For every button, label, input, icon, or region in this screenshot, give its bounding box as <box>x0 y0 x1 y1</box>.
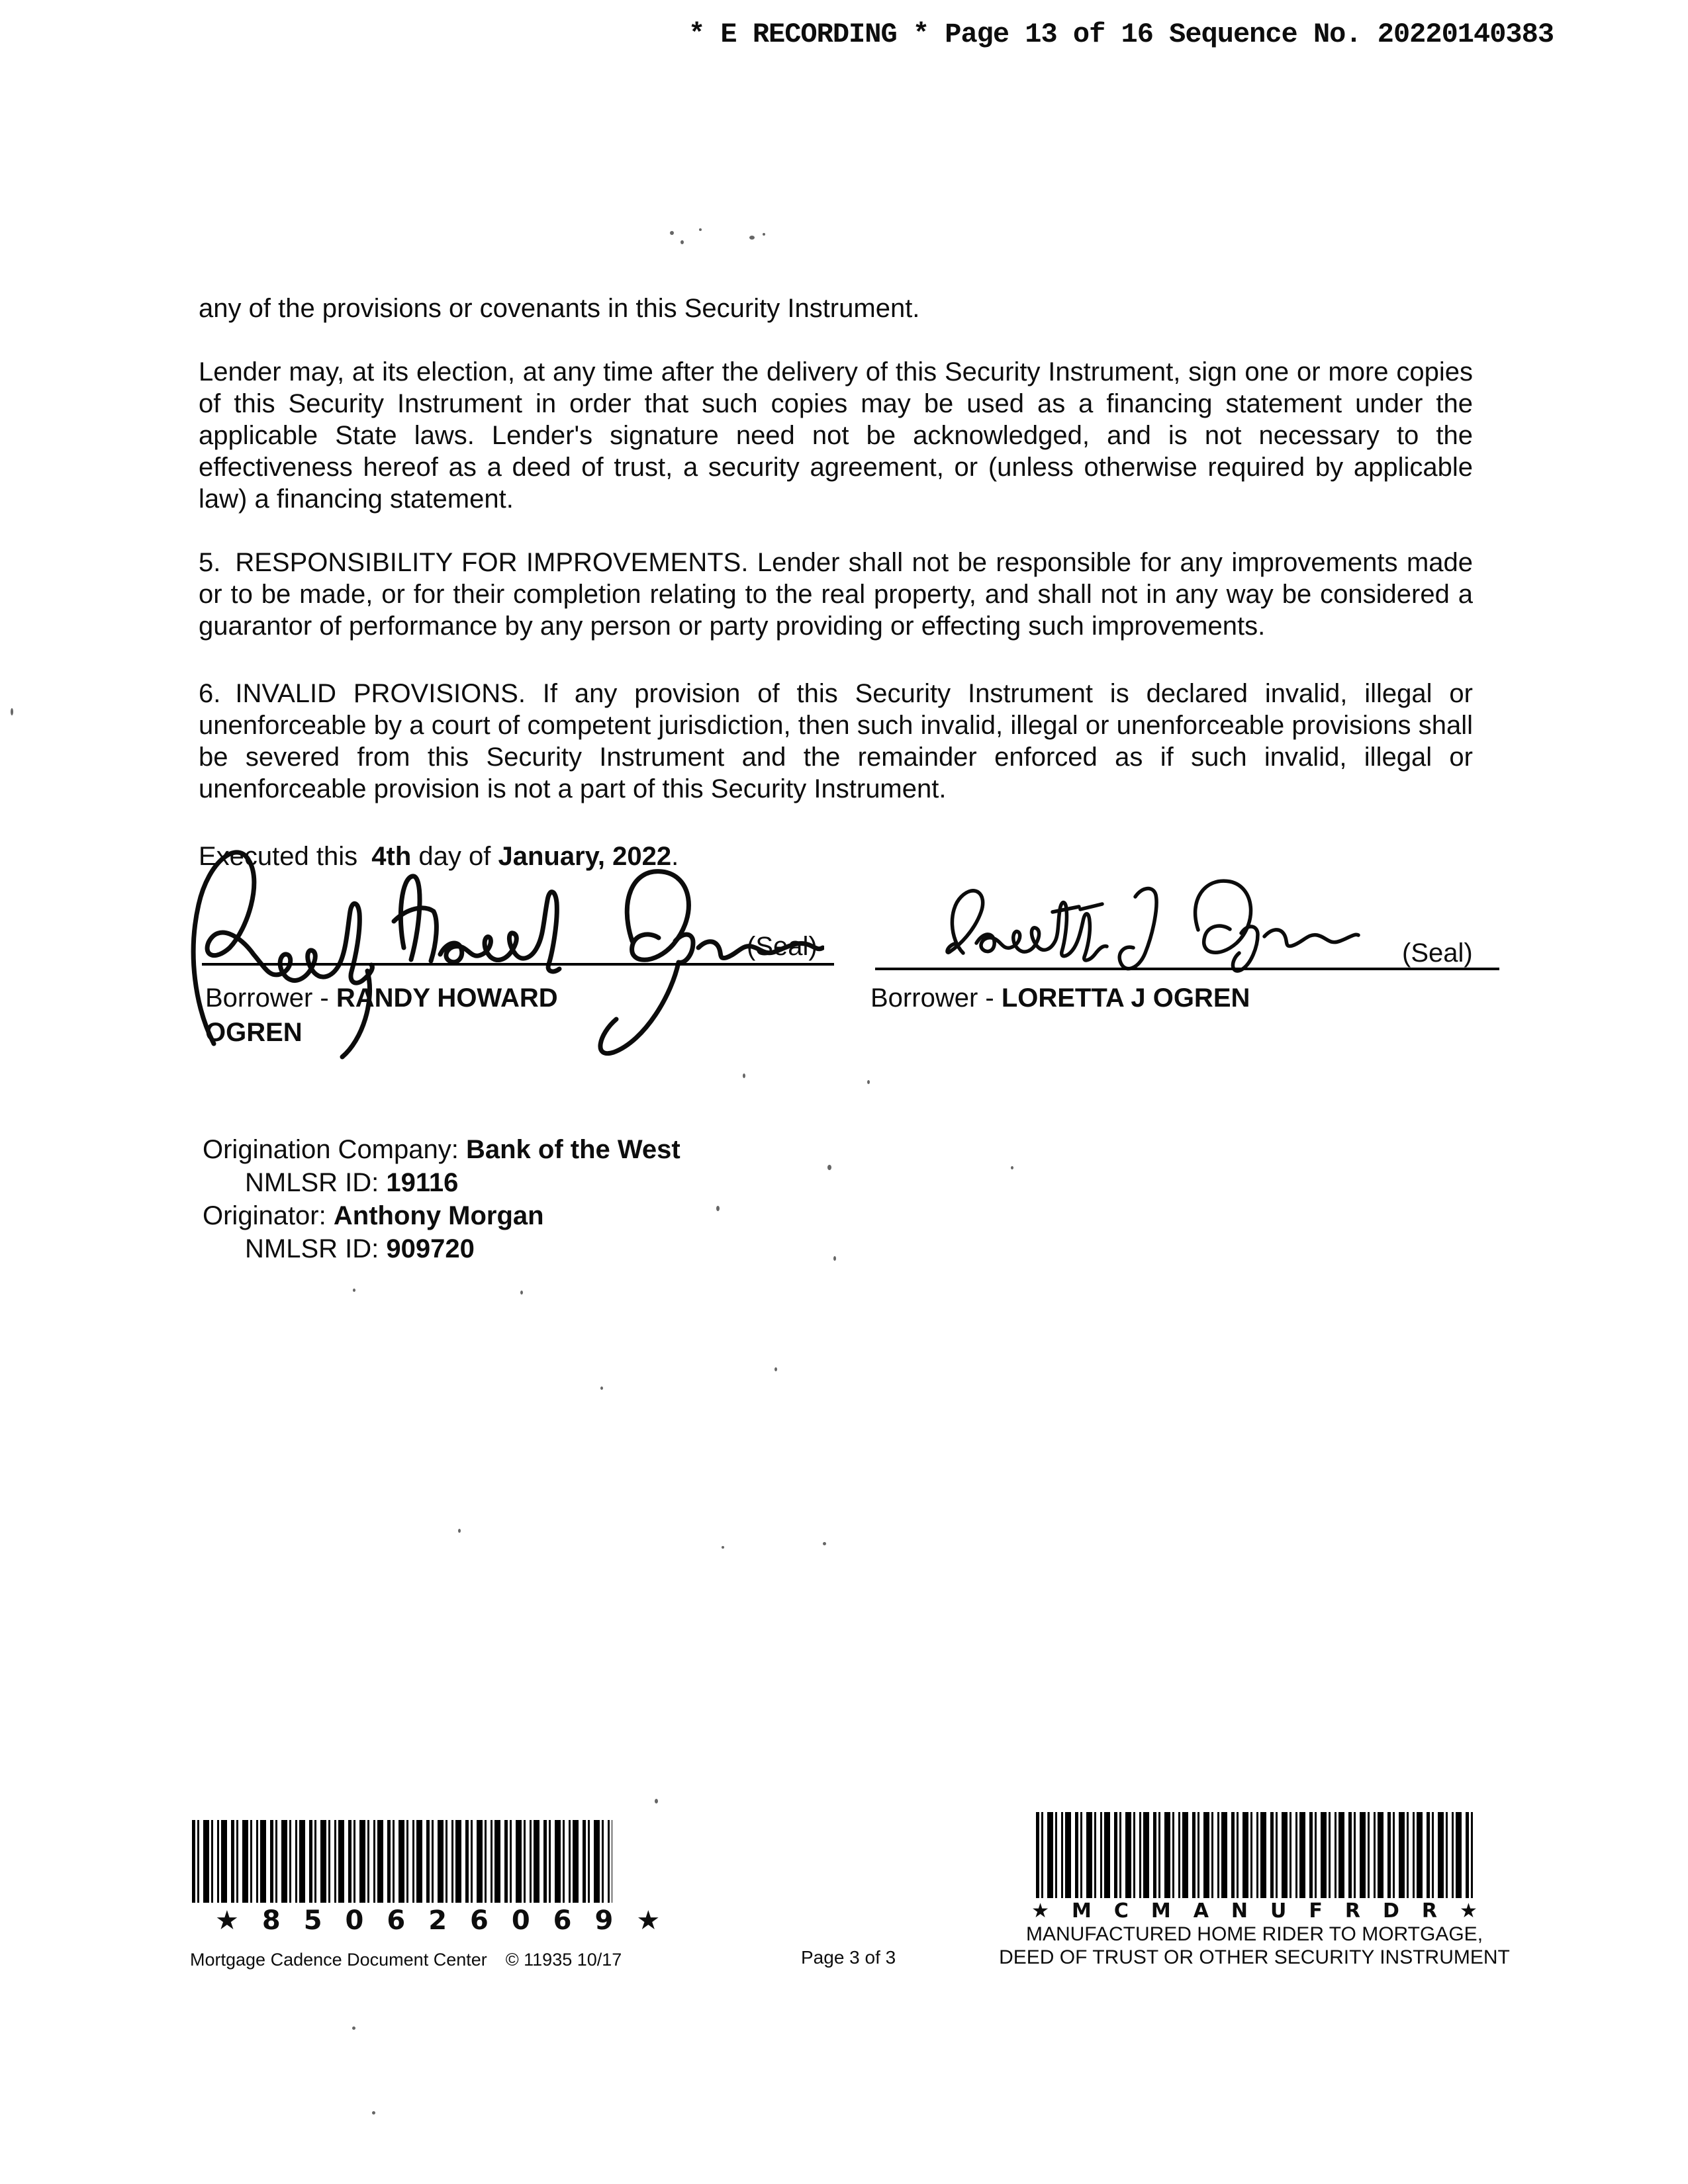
noise-speck <box>774 1367 777 1371</box>
footer-vendor-line <box>190 1950 622 1970</box>
footer-page-indicator: Page 3 of 3 <box>801 1947 896 1968</box>
rider-caption-line2: DEED OF TRUST OR OTHER SECURITY INSTRUMENT <box>999 1946 1510 1968</box>
company-nmlsr-line <box>245 1166 680 1199</box>
borrower-right-label <box>870 981 1466 1015</box>
origination-company-line <box>203 1133 680 1166</box>
borrower-left-label <box>205 981 576 1050</box>
noise-speck <box>716 1206 720 1211</box>
originator-nmlsr-line <box>245 1232 680 1265</box>
section-5-text: RESPONSIBILITY FOR IMPROVEMENTS. Lender shall not be responsible for any improvements made or to be made, or for their completion relating to the real property, and shall not in any way be considered a guarantor of performance by any person or party providing or effecting such improvements. <box>199 548 1473 641</box>
noise-speck <box>670 231 674 235</box>
originator-nmlsr-label: NMLSR ID: <box>245 1234 379 1263</box>
signature-line-left <box>202 963 834 966</box>
noise-speck <box>833 1256 836 1261</box>
noise-speck <box>763 233 765 236</box>
borrower-left-prefix: Borrower - <box>205 983 336 1013</box>
noise-speck <box>722 1546 724 1549</box>
origination-company-name: Bank of the West <box>465 1135 680 1164</box>
origination-company-label: Origination Company: <box>203 1135 459 1164</box>
signature-loretta-j-ogren <box>914 860 1364 976</box>
barcode-right-code: ★MCMANUFRDR★ <box>1031 1899 1500 1923</box>
company-nmlsr-id: 19116 <box>386 1168 459 1197</box>
seal-label-left: (Seal) <box>747 932 818 961</box>
noise-speck <box>699 228 702 231</box>
barcode-left-code: ★850626069★ <box>215 1905 684 1936</box>
section-5-number: 5. <box>199 548 221 577</box>
section-6-number: 6. <box>199 679 221 708</box>
noise-speck <box>827 1165 831 1170</box>
noise-speck <box>680 240 684 244</box>
originator-line <box>203 1199 680 1232</box>
borrower-right-prefix: Borrower - <box>870 983 1002 1013</box>
rider-caption-line1: MANUFACTURED HOME RIDER TO MORTGAGE, <box>1025 1923 1483 1945</box>
originator-nmlsr-id: 909720 <box>386 1234 475 1263</box>
e-recording-header: * E RECORDING * Page 13 of 16 Sequence No. 20220140383 <box>688 19 1554 50</box>
footer-doc-code: © 11935 10/17 <box>505 1950 622 1970</box>
noise-speck <box>11 708 13 715</box>
executed-mid: day of <box>418 842 491 871</box>
execution-date-line <box>199 841 1473 872</box>
document-barcode-right <box>966 1812 1542 1969</box>
originator-label: Originator: <box>203 1201 326 1230</box>
executed-prefix: Executed this <box>199 842 358 871</box>
section-5-responsibility <box>199 547 1473 642</box>
section-6-text: INVALID PROVISIONS. If any provision of this Security Instrument is declared invalid, illegal or unenforceable by a court of competent jurisdiction, then such invalid, illegal or unenforceable provisions shall be severed from this Security Instrument and the remainder enforced as if such invalid, illegal or unenforceable provision is not a part of this Security Instrument. <box>199 679 1473 803</box>
noise-speck <box>867 1080 870 1084</box>
noise-speck <box>520 1291 523 1295</box>
barcode-bars-right <box>1036 1812 1473 1898</box>
origination-block <box>203 1133 680 1265</box>
company-nmlsr-label: NMLSR ID: <box>245 1168 379 1197</box>
noise-speck <box>353 1289 355 1292</box>
originator-name: Anthony Morgan <box>333 1201 544 1230</box>
footer-vendor: Mortgage Cadence Document Center <box>190 1950 487 1970</box>
noise-speck <box>352 2026 355 2030</box>
seal-label-right: (Seal) <box>1402 938 1473 968</box>
barcode-bars-left <box>192 1820 612 1903</box>
borrower-left-name: RANDY HOWARD OGREN <box>205 983 558 1047</box>
executed-date: January, 2022 <box>498 842 672 871</box>
noise-speck <box>823 1542 826 1545</box>
executed-day: 4th <box>371 842 412 871</box>
noise-speck <box>1011 1166 1013 1169</box>
section-6-invalid-provisions <box>199 678 1473 805</box>
noise-speck <box>749 236 755 240</box>
noise-speck <box>372 2111 375 2115</box>
paragraph-intro-fragment: any of the provisions or covenants in this Security Instrument. <box>199 294 920 323</box>
noise-speck <box>458 1529 461 1533</box>
noise-speck <box>743 1073 745 1078</box>
document-barcode-left <box>192 1820 684 1936</box>
noise-speck <box>600 1387 603 1390</box>
noise-speck <box>655 1799 658 1803</box>
executed-period: . <box>671 842 679 871</box>
borrower-right-name: LORETTA J OGREN <box>1001 983 1250 1013</box>
paragraph-lender-election: Lender may, at its election, at any time after the delivery of this Security Instrument, sign one or more copies of this Security Instrument in order that such copies may be used as a financing statement under the applicable State laws. Lender's signature need not be acknowledged, and is not necessary to the effectiveness hereof as a deed of trust, a security agreement, or (unless otherwise required by applicable law) a financing statement. <box>199 357 1473 514</box>
